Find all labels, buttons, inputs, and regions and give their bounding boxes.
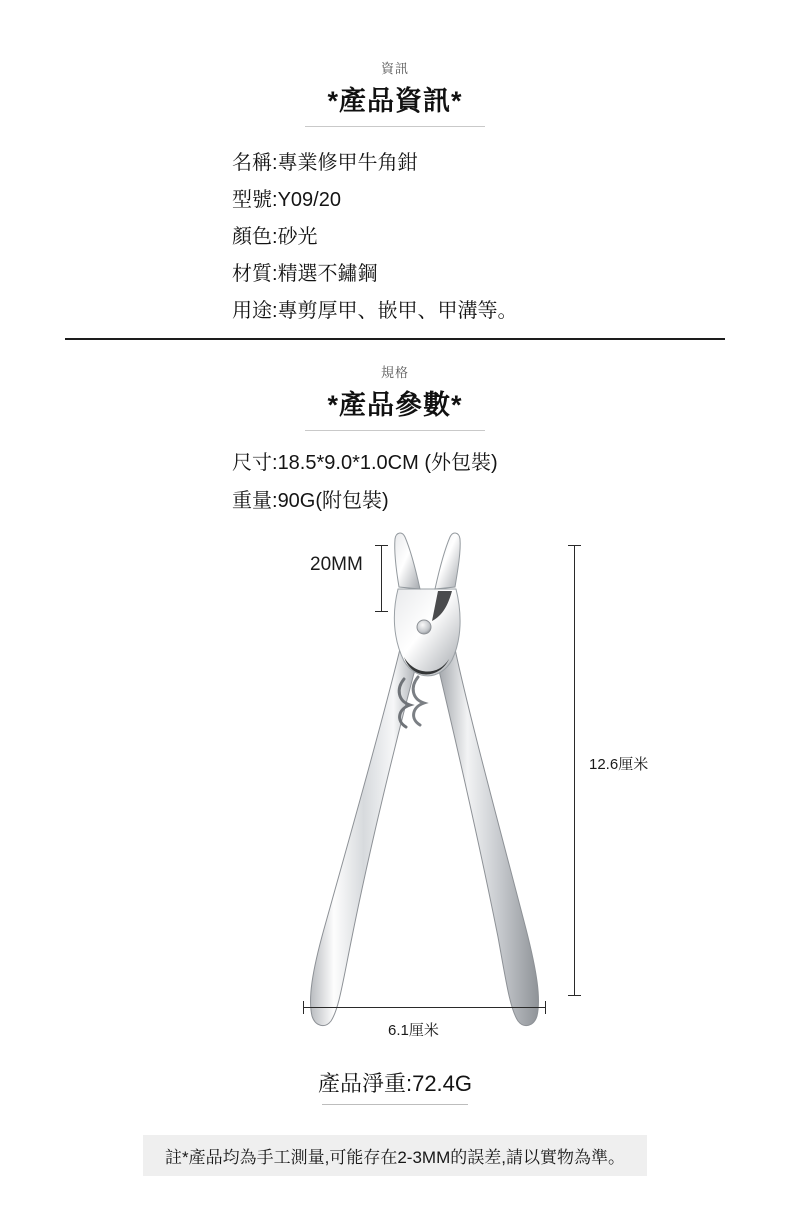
spec-row-weight: [232, 491, 790, 511]
info-row-color-value: 砂光: [277, 226, 318, 248]
height-measure-cap-top: [568, 545, 581, 546]
product-info-list: [0, 153, 790, 321]
spec-row-weight-value: 90G(附包裝): [277, 490, 389, 512]
info-section-heading: *產品資訊*: [327, 86, 463, 116]
product-figure-area: [0, 529, 790, 1059]
info-row-usage-label: 用途:: [232, 300, 278, 322]
info-row-usage-value: 專剪厚甲、嵌甲、甲溝等。: [277, 300, 518, 322]
info-row-name-value: 專業修甲牛角鉗: [277, 152, 418, 174]
info-row-model-label: 型號:: [232, 189, 278, 211]
product-spec-section: [0, 340, 790, 511]
jaw-measure-cap-bottom: [375, 611, 388, 612]
dimension-label-jaw: 20MM: [310, 554, 363, 575]
jaw-measure-cap-top: [375, 545, 388, 546]
info-section-tag: 資訊: [380, 61, 409, 76]
width-measure-line: [303, 1007, 545, 1008]
info-row-model: [232, 190, 790, 210]
dimension-label-height: 12.6厘米: [589, 756, 649, 773]
dimension-label-width: 6.1厘米: [388, 1022, 439, 1039]
spec-row-size: [232, 453, 790, 473]
product-info-section: [0, 0, 790, 321]
spec-heading-divider: [305, 430, 485, 431]
info-row-name-label: 名稱:: [232, 152, 278, 174]
info-row-material: [232, 264, 790, 284]
info-row-material-value: 精選不鏽鋼: [277, 263, 378, 285]
measurement-disclaimer: 註*產品均為手工測量,可能存在2-3MM的誤差,請以實物為準。: [143, 1135, 647, 1176]
spec-section-tag: 規格: [380, 365, 409, 380]
height-measure-cap-bottom: [568, 995, 581, 996]
info-heading-divider: [305, 126, 485, 127]
spec-row-size-label: 尺寸:: [232, 452, 278, 474]
info-row-usage: [232, 301, 790, 321]
net-weight-text: 產品淨重:72.4G: [317, 1071, 473, 1096]
info-row-model-value: Y09/20: [277, 189, 341, 211]
product-spec-list: [0, 453, 790, 511]
width-measure-cap-right: [545, 1001, 546, 1014]
jaw-measure-line: [381, 545, 382, 611]
info-row-color-label: 顏色:: [232, 226, 278, 248]
spec-row-weight-label: 重量:: [232, 490, 278, 512]
nail-nipper-illustration: [0, 529, 790, 1059]
width-measure-cap-left: [303, 1001, 304, 1014]
spec-row-size-value: 18.5*9.0*1.0CM (外包裝): [277, 452, 498, 474]
spec-section-heading: *產品參數*: [327, 390, 463, 420]
info-row-material-label: 材質:: [232, 263, 278, 285]
info-row-name: [232, 153, 790, 173]
net-weight-underline: [322, 1104, 468, 1105]
info-row-color: [232, 227, 790, 247]
height-measure-line: [574, 545, 575, 995]
